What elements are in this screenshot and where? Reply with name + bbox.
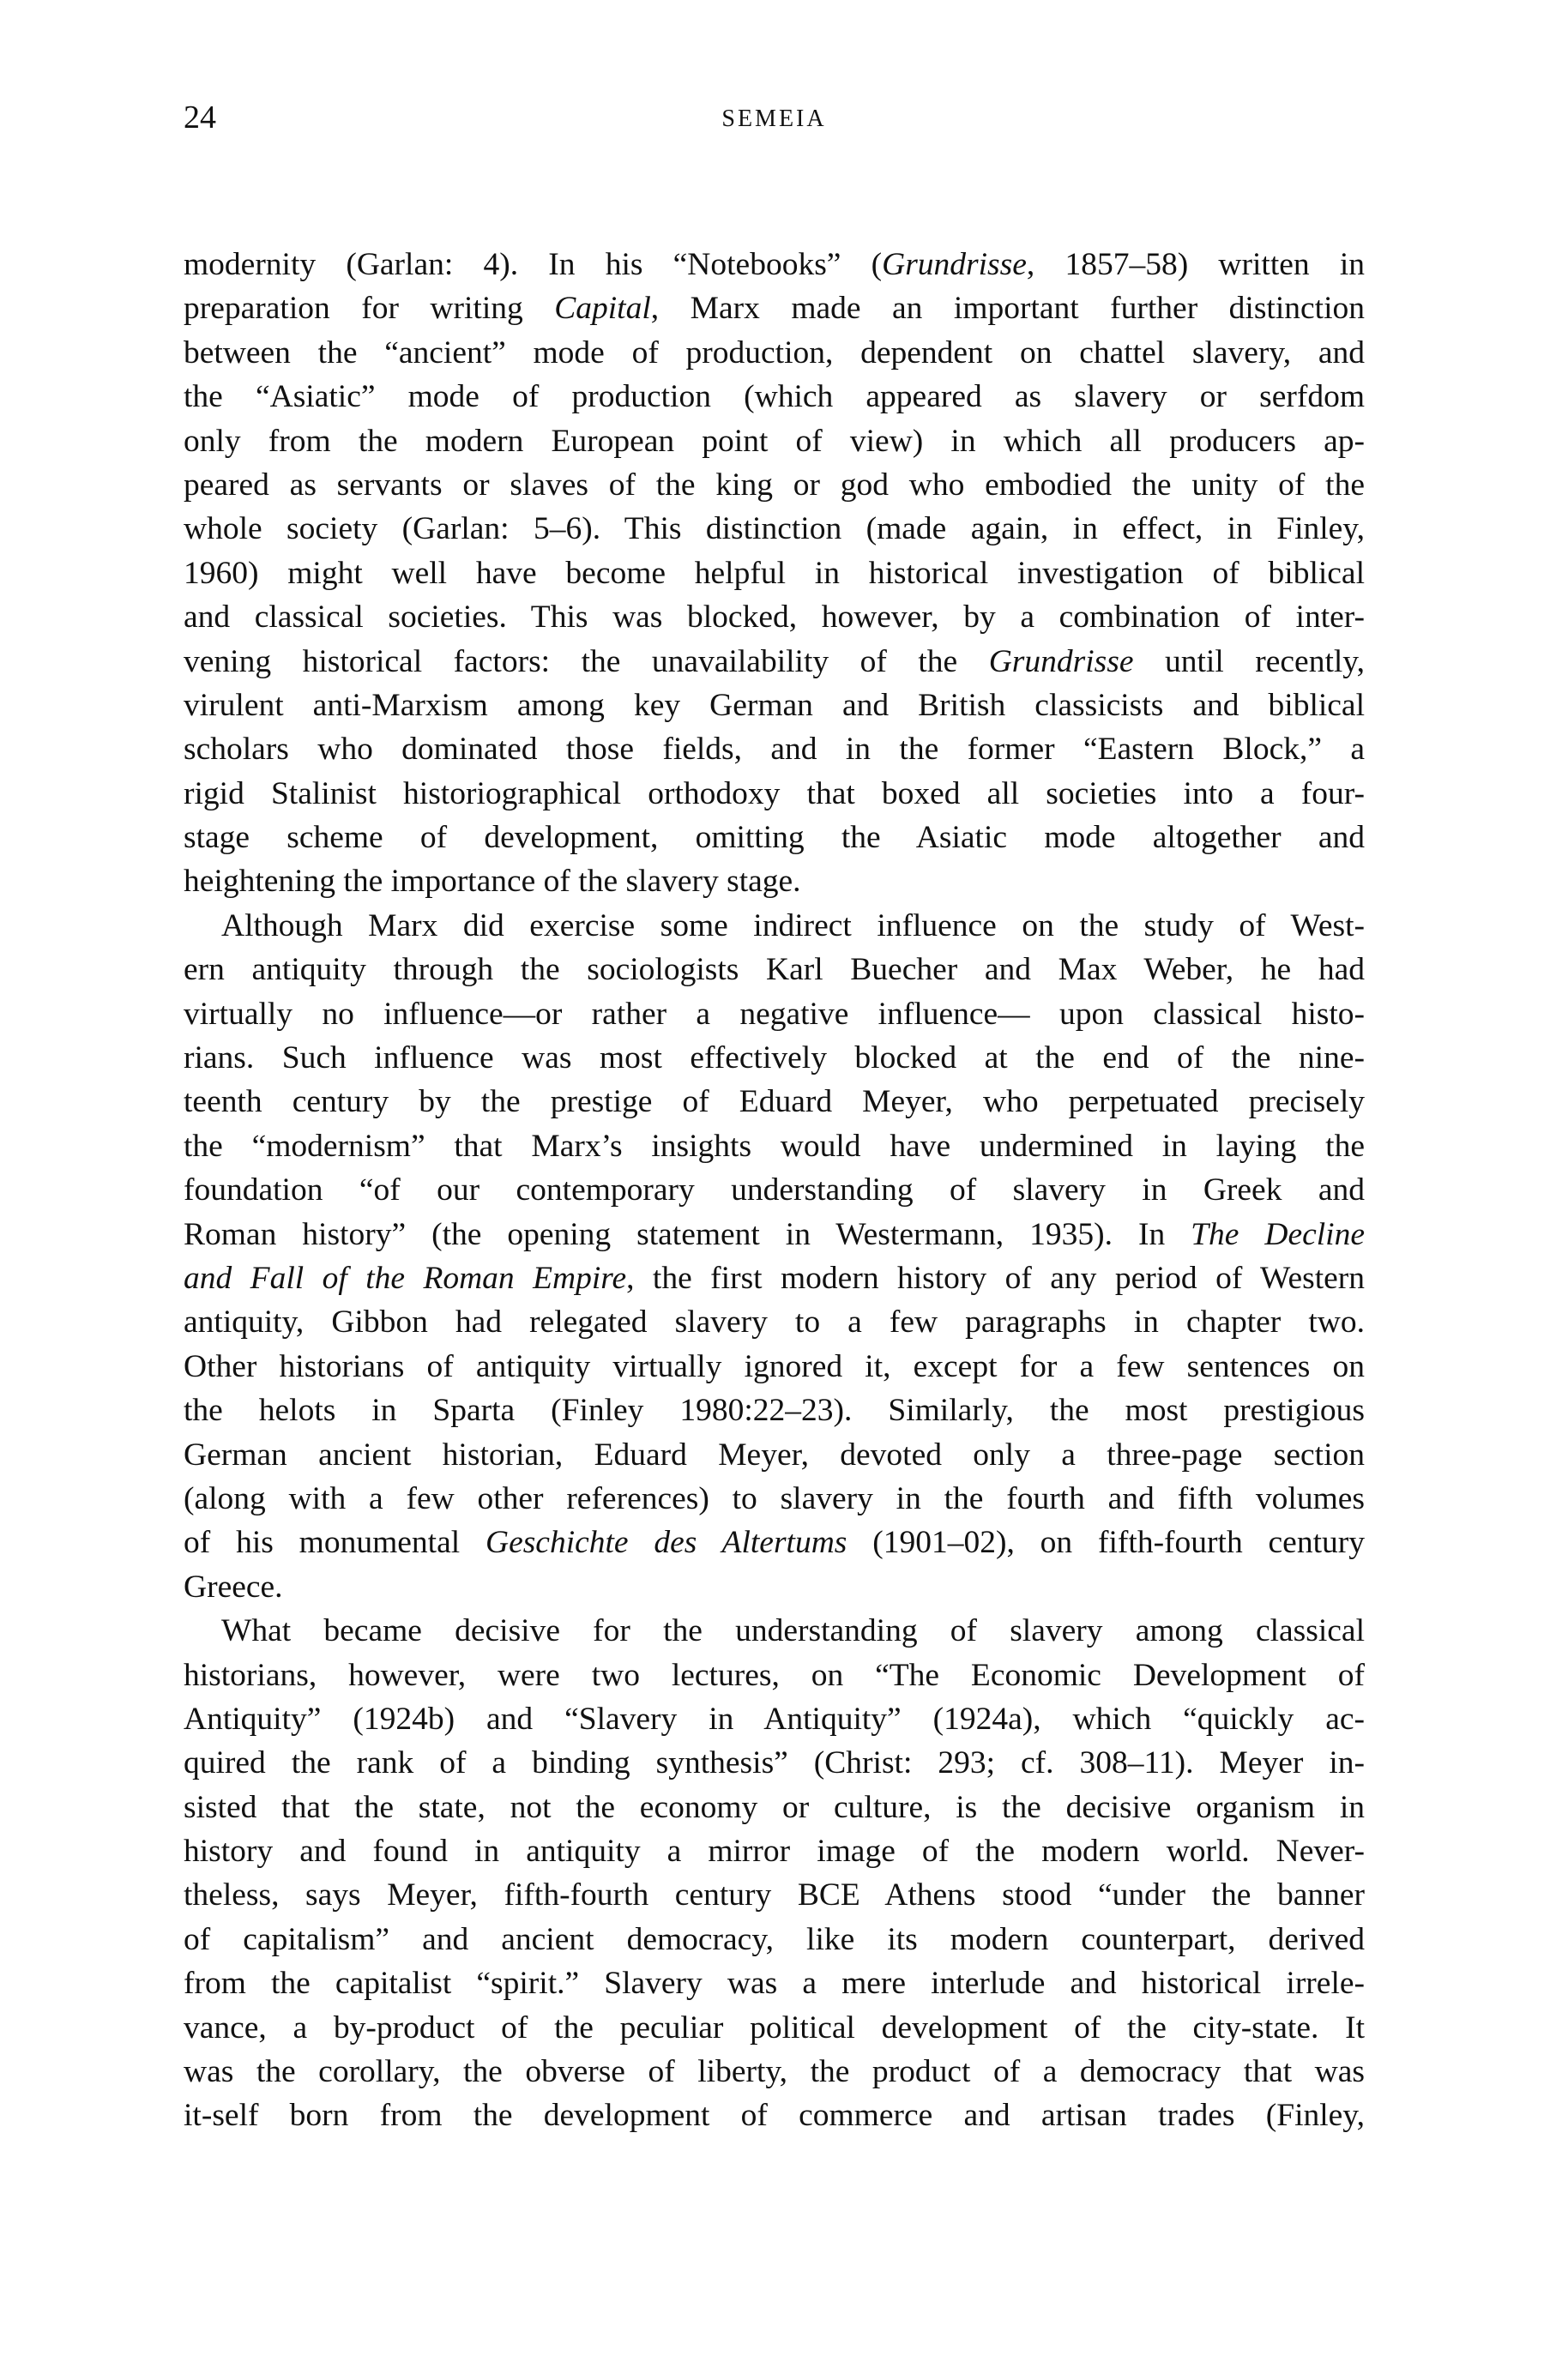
text-line [184, 816, 1365, 859]
text-line [184, 375, 1365, 419]
text-segment: whole society (Garlan: 5–6). This distinction (made again, in effect, in Finley, [184, 511, 1365, 547]
text-segment: was the corollary, the obverse of liberty, the product of a democracy that was [184, 2054, 1365, 2090]
text-segment: it-self born from the development of commerce and artisan trades (Finley, [184, 2098, 1365, 2134]
text-line [184, 684, 1365, 727]
text-line [184, 1389, 1365, 1432]
text-segment: (along with a few other references) to slavery in the fourth and fifth volumes [184, 1480, 1365, 1516]
text-segment: until recently, [1133, 643, 1365, 679]
text-line [184, 419, 1365, 463]
paragraph [184, 904, 1365, 1609]
text-line [184, 992, 1365, 1036]
text-line [184, 243, 1365, 286]
text-segment: , Marx made an important further distinction [650, 291, 1365, 327]
paragraph [184, 1609, 1365, 2138]
text-segment: Roman history” (the opening statement in Westermann, 1935). In [184, 1216, 1191, 1252]
text-line [184, 1124, 1365, 1168]
text-line [184, 1433, 1365, 1477]
text-line [184, 1873, 1365, 1917]
text-segment: sisted that the state, not the economy or culture, is the decisive organism in [184, 1789, 1365, 1825]
text-line [184, 1786, 1365, 1829]
text-segment: historians, however, were two lectures, on “The Economic Development of [184, 1657, 1365, 1693]
text-segment: , the first modern history of any period of Western [626, 1260, 1365, 1296]
text-segment: German ancient historian, Eduard Meyer, devoted only a three-page section [184, 1437, 1365, 1473]
text-segment: (1901–02), on fifth-fourth century [847, 1525, 1365, 1561]
text-segment: teenth century by the prestige of Eduard Meyer, who perpetuated precisely [184, 1084, 1365, 1120]
text-line [184, 1961, 1365, 2005]
italic-text: and Fall of the Roman Empire [184, 1260, 627, 1296]
text-segment: of his monumental [184, 1525, 486, 1561]
text-line [184, 1080, 1365, 1124]
text-segment: 1960) might well have become helpful in historical investigation of biblical [184, 555, 1365, 591]
text-segment: the helots in Sparta (Finley 1980:22–23). Similarly, the most prestigious [184, 1393, 1365, 1429]
text-line [184, 772, 1365, 816]
italic-text: The Decline [1191, 1216, 1365, 1252]
text-segment: theless, says Meyer, fifth-fourth century BCE Athens stood “under the banner [184, 1877, 1365, 1913]
text-segment: antiquity, Gibbon had relegated slavery to a few paragraphs in chapter two. [184, 1304, 1365, 1341]
text-line [184, 1036, 1365, 1080]
running-head: SEMEIA [721, 105, 827, 132]
paragraph [184, 243, 1365, 904]
text-segment: vening historical factors: the unavailability of the [184, 643, 989, 679]
text-segment: preparation for writing [184, 291, 555, 327]
text-line [184, 1829, 1365, 1873]
text-segment: of capitalism” and ancient democracy, like its modern counterpart, derived [184, 1921, 1365, 1957]
text-line [184, 551, 1365, 595]
text-segment: quired the rank of a binding synthesis” (Christ: 293; cf. 308–11). Meyer in- [184, 1745, 1365, 1781]
text-line [184, 1654, 1365, 1697]
text-segment: history and found in antiquity a mirror image of the modern world. Never- [184, 1834, 1365, 1870]
text-segment: rigid Stalinist historiographical orthodoxy that boxed all societies into a four- [184, 775, 1365, 811]
text-segment: the “modernism” that Marx’s insights would have undermined in laying the [184, 1128, 1365, 1164]
text-segment: vance, a by-product of the peculiar political development of the city-state. It [184, 2009, 1365, 2046]
text-line [184, 1565, 1365, 1609]
text-line [184, 727, 1365, 771]
text-line [184, 859, 1365, 903]
text-segment: the “Asiatic” mode of production (which appeared as slavery or serfdom [184, 379, 1365, 415]
text-line [184, 1256, 1365, 1300]
page-header [184, 96, 1365, 139]
text-line [184, 1213, 1365, 1256]
italic-text: Geschichte des Altertums [485, 1525, 847, 1561]
text-line [184, 948, 1365, 991]
text-line [184, 904, 1365, 948]
text-segment: What became decisive for the understanding of slavery among classical [221, 1613, 1365, 1649]
text-line [184, 1609, 1365, 1653]
italic-text: Capital [554, 291, 651, 327]
text-segment: ern antiquity through the sociologists Karl Buecher and Max Weber, he had [184, 952, 1365, 988]
text-line [184, 1168, 1365, 1212]
text-line [184, 595, 1365, 639]
text-line [184, 1741, 1365, 1785]
text-segment: virulent anti-Marxism among key German and British classicists and biblical [184, 687, 1365, 723]
text-segment: rians. Such influence was most effectively blocked at the end of the nine- [184, 1040, 1365, 1076]
text-line [184, 286, 1365, 330]
text-segment: Antiquity” (1924b) and “Slavery in Antiquity” (1924a), which “quickly ac- [184, 1701, 1365, 1737]
text-segment: only from the modern European point of view) in which all producers ap- [184, 423, 1365, 459]
text-segment: Other historians of antiquity virtually ignored it, except for a few sentences on [184, 1348, 1365, 1384]
italic-text: Grundrisse [988, 643, 1134, 679]
text-line [184, 331, 1365, 375]
text-line [184, 507, 1365, 551]
text-line [184, 1918, 1365, 1961]
text-line [184, 1697, 1365, 1741]
text-segment: modernity (Garlan: 4). In his “Notebooks” ( [184, 247, 883, 282]
text-segment: Although Marx did exercise some indirect influence on the study of West- [221, 907, 1365, 943]
page-number: 24 [184, 99, 216, 136]
text-segment: Greece. [184, 1569, 283, 1605]
text-segment: heightening the importance of the slavery stage. [184, 864, 801, 900]
text-segment: scholars who dominated those fields, and in the former “Eastern Block,” a [184, 732, 1365, 768]
text-segment: , 1857–58) written in [1026, 247, 1365, 282]
text-line [184, 2094, 1365, 2137]
text-segment: foundation “of our contemporary understanding of slavery in Greek and [184, 1172, 1365, 1208]
text-segment: and classical societies. This was blocked, however, by a combination of inter- [184, 600, 1365, 636]
body-text [184, 243, 1365, 2138]
text-segment: between the “ancient” mode of production, dependent on chattel slavery, and [184, 334, 1365, 371]
italic-text: Grundrisse [882, 247, 1027, 282]
text-line [184, 640, 1365, 684]
text-segment: virtually no influence—or rather a negative influence— upon classical histo- [184, 996, 1365, 1032]
text-line [184, 1300, 1365, 1344]
text-line [184, 463, 1365, 507]
text-segment: from the capitalist “spirit.” Slavery was a mere interlude and historical irrele- [184, 1966, 1365, 2002]
text-line [184, 1521, 1365, 1564]
text-line [184, 1345, 1365, 1389]
text-line [184, 1477, 1365, 1521]
text-segment: peared as servants or slaves of the king or god who embodied the unity of the [184, 467, 1365, 503]
text-line [184, 2006, 1365, 2050]
text-line [184, 2050, 1365, 2094]
text-segment: stage scheme of development, omitting the Asiatic mode altogether and [184, 820, 1365, 856]
